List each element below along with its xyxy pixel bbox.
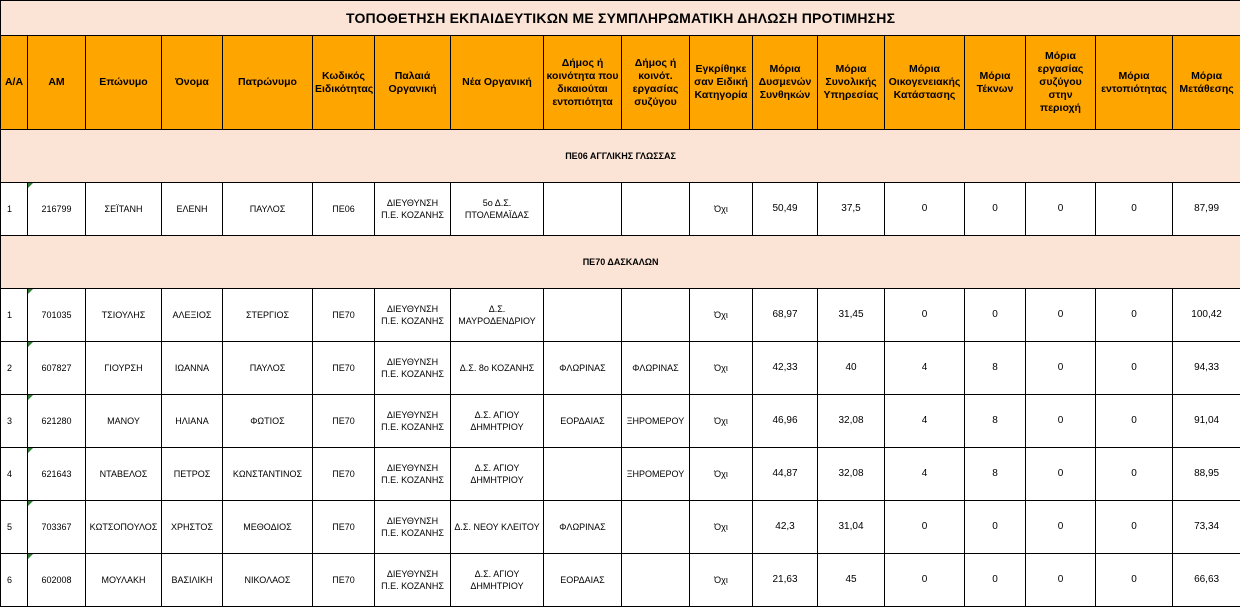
cell-col-special-category[interactable]: Όχι bbox=[690, 448, 753, 501]
header-col-specialty-code: Κωδικός Ειδικότητας bbox=[313, 36, 375, 130]
cell-comment-indicator-icon bbox=[28, 448, 33, 453]
table-row bbox=[1, 395, 1240, 448]
cell-col-points-children[interactable]: 8 bbox=[965, 448, 1026, 501]
header-col-points-service: Μόρια Συνολικής Υπηρεσίας bbox=[818, 36, 885, 130]
cell-col-name[interactable]: ΠΕΤΡΟΣ bbox=[162, 448, 223, 501]
cell-col-am[interactable]: 216799 bbox=[28, 183, 86, 236]
cell-col-name[interactable]: ΒΑΣΙΛΙΚΗ bbox=[162, 554, 223, 607]
header-col-spouse-municipality: Δήμος ή κοινότ. εργασίας συζύγου bbox=[622, 36, 690, 130]
cell-col-aa[interactable]: 5 bbox=[1, 501, 28, 554]
section-label: ΠΕ70 ΔΑΣΚΑΛΩΝ bbox=[1, 236, 1240, 289]
cell-col-old-position[interactable]: ΔΙΕΥΘΥΝΣΗ Π.Ε. ΚΟΖΑΝΗΣ bbox=[375, 183, 451, 236]
cell-col-father[interactable]: ΠΑΥΛΟΣ bbox=[223, 342, 313, 395]
cell-col-spouse-municipality[interactable] bbox=[622, 554, 690, 607]
header-col-father: Πατρώνυμο bbox=[223, 36, 313, 130]
cell-col-points-service[interactable]: 37,5 bbox=[818, 183, 885, 236]
cell-col-points-family[interactable]: 4 bbox=[885, 342, 965, 395]
section-row bbox=[1, 130, 1240, 183]
cell-col-points-family[interactable]: 0 bbox=[885, 183, 965, 236]
cell-col-points-hardship[interactable]: 50,49 bbox=[753, 183, 818, 236]
cell-col-points-transfer[interactable]: 91,04 bbox=[1173, 395, 1240, 448]
cell-col-surname[interactable]: ΝΤΑΒΕΛΟΣ bbox=[86, 448, 162, 501]
cell-col-aa[interactable]: 3 bbox=[1, 395, 28, 448]
cell-col-points-hardship[interactable]: 42,3 bbox=[753, 501, 818, 554]
cell-col-locality-municipality[interactable]: ΦΛΩΡΙΝΑΣ bbox=[544, 501, 622, 554]
cell-col-points-transfer[interactable]: 87,99 bbox=[1173, 183, 1240, 236]
cell-col-points-hardship[interactable]: 46,96 bbox=[753, 395, 818, 448]
cell-col-spouse-municipality[interactable]: ΦΛΩΡΙΝΑΣ bbox=[622, 342, 690, 395]
cell-col-spouse-municipality[interactable] bbox=[622, 289, 690, 342]
cell-col-points-locality[interactable]: 0 bbox=[1096, 342, 1173, 395]
cell-comment-indicator-icon bbox=[28, 183, 33, 188]
cell-col-surname[interactable]: ΜΟΥΛΑΚΗ bbox=[86, 554, 162, 607]
header-col-old-position: Παλαιά Οργανική bbox=[375, 36, 451, 130]
cell-col-points-family[interactable]: 0 bbox=[885, 501, 965, 554]
cell-col-locality-municipality[interactable] bbox=[544, 289, 622, 342]
cell-col-points-family[interactable]: 0 bbox=[885, 289, 965, 342]
cell-col-old-position[interactable]: ΔΙΕΥΘΥΝΣΗ Π.Ε. ΚΟΖΑΝΗΣ bbox=[375, 395, 451, 448]
cell-col-special-category[interactable]: Όχι bbox=[690, 289, 753, 342]
cell-col-points-children[interactable]: 8 bbox=[965, 395, 1026, 448]
cell-col-points-service[interactable]: 40 bbox=[818, 342, 885, 395]
cell-col-new-position[interactable]: Δ.Σ. ΑΓΙΟΥ ΔΗΜΗΤΡΙΟΥ bbox=[451, 448, 544, 501]
cell-col-aa[interactable]: 4 bbox=[1, 448, 28, 501]
cell-col-points-locality[interactable]: 0 bbox=[1096, 448, 1173, 501]
cell-col-name[interactable]: ΕΛΕΝΗ bbox=[162, 183, 223, 236]
table-row bbox=[1, 554, 1240, 607]
cell-col-surname[interactable]: ΓΙΟΥΡΣΗ bbox=[86, 342, 162, 395]
cell-col-specialty-code[interactable]: ΠΕ70 bbox=[313, 501, 375, 554]
cell-col-special-category[interactable]: Όχι bbox=[690, 501, 753, 554]
header-col-points-transfer: Μόρια Μετάθεσης bbox=[1173, 36, 1240, 130]
cell-col-points-locality[interactable]: 0 bbox=[1096, 395, 1173, 448]
header-col-new-position: Νέα Οργανική bbox=[451, 36, 544, 130]
cell-col-locality-municipality[interactable]: ΕΟΡΔΑΙΑΣ bbox=[544, 395, 622, 448]
section-row bbox=[1, 236, 1240, 289]
cell-col-locality-municipality[interactable] bbox=[544, 448, 622, 501]
cell-col-am[interactable]: 621643 bbox=[28, 448, 86, 501]
table-row bbox=[1, 448, 1240, 501]
cell-col-specialty-code[interactable]: ΠΕ70 bbox=[313, 554, 375, 607]
header-col-name: Όνομα bbox=[162, 36, 223, 130]
cell-col-new-position[interactable]: Δ.Σ. ΑΓΙΟΥ ΔΗΜΗΤΡΙΟΥ bbox=[451, 395, 544, 448]
cell-col-father[interactable]: ΦΩΤΙΟΣ bbox=[223, 395, 313, 448]
cell-col-points-locality[interactable]: 0 bbox=[1096, 554, 1173, 607]
cell-col-points-service[interactable]: 31,04 bbox=[818, 501, 885, 554]
cell-col-old-position[interactable]: ΔΙΕΥΘΥΝΣΗ Π.Ε. ΚΟΖΑΝΗΣ bbox=[375, 448, 451, 501]
cell-col-spouse-municipality[interactable] bbox=[622, 501, 690, 554]
cell-col-points-transfer[interactable]: 73,34 bbox=[1173, 501, 1240, 554]
cell-col-special-category[interactable]: Όχι bbox=[690, 395, 753, 448]
cell-col-new-position[interactable]: 5ο Δ.Σ. ΠΤΟΛΕΜΑΪΔΑΣ bbox=[451, 183, 544, 236]
header-row bbox=[1, 36, 1240, 130]
cell-col-points-hardship[interactable]: 44,87 bbox=[753, 448, 818, 501]
cell-col-locality-municipality[interactable]: ΦΛΩΡΙΝΑΣ bbox=[544, 342, 622, 395]
table-row bbox=[1, 342, 1240, 395]
table-row bbox=[1, 183, 1240, 236]
cell-col-points-hardship[interactable]: 68,97 bbox=[753, 289, 818, 342]
header-col-special-category: Εγκρίθηκε σαν Ειδική Κατηγορία bbox=[690, 36, 753, 130]
header-col-points-locality: Μόρια εντοπιότητας bbox=[1096, 36, 1173, 130]
cell-col-points-spouse[interactable]: 0 bbox=[1026, 448, 1096, 501]
cell-col-new-position[interactable]: Δ.Σ. 8ο ΚΟΖΑΝΗΣ bbox=[451, 342, 544, 395]
cell-col-aa[interactable]: 6 bbox=[1, 554, 28, 607]
header-col-aa: Α/Α bbox=[1, 36, 28, 130]
cell-col-father[interactable]: ΠΑΥΛΟΣ bbox=[223, 183, 313, 236]
cell-col-points-family[interactable]: 4 bbox=[885, 448, 965, 501]
table-row bbox=[1, 289, 1240, 342]
cell-col-special-category[interactable]: Όχι bbox=[690, 554, 753, 607]
cell-col-points-children[interactable]: 8 bbox=[965, 342, 1026, 395]
page-title: ΤΟΠΟΘΕΤΗΣΗ ΕΚΠΑΙΔΕΥΤΙΚΩΝ ΜΕ ΣΥΜΠΛΗΡΩΜΑΤΙΚΗ ΔΗΛΩΣΗ ΠΡΟΤΙΜΗΣΗΣ bbox=[1, 1, 1240, 36]
cell-col-am[interactable]: 701035 bbox=[28, 289, 86, 342]
cell-col-special-category[interactable]: Όχι bbox=[690, 342, 753, 395]
cell-col-points-transfer[interactable]: 88,95 bbox=[1173, 448, 1240, 501]
cell-col-points-service[interactable]: 32,08 bbox=[818, 448, 885, 501]
cell-col-specialty-code[interactable]: ΠΕ06 bbox=[313, 183, 375, 236]
cell-col-new-position[interactable]: Δ.Σ. ΑΓΙΟΥ ΔΗΜΗΤΡΙΟΥ bbox=[451, 554, 544, 607]
cell-col-spouse-municipality[interactable]: ΞΗΡΟΜΕΡΟΥ bbox=[622, 395, 690, 448]
cell-comment-indicator-icon bbox=[28, 501, 33, 506]
cell-col-points-service[interactable]: 32,08 bbox=[818, 395, 885, 448]
cell-col-points-spouse[interactable]: 0 bbox=[1026, 395, 1096, 448]
cell-col-old-position[interactable]: ΔΙΕΥΘΥΝΣΗ Π.Ε. ΚΟΖΑΝΗΣ bbox=[375, 342, 451, 395]
cell-col-specialty-code[interactable]: ΠΕ70 bbox=[313, 448, 375, 501]
cell-col-father[interactable]: ΣΤΕΡΓΙΟΣ bbox=[223, 289, 313, 342]
cell-comment-indicator-icon bbox=[28, 289, 33, 294]
cell-col-name[interactable]: ΗΛΙΑΝΑ bbox=[162, 395, 223, 448]
cell-comment-indicator-icon bbox=[28, 554, 33, 559]
cell-col-points-children[interactable]: 0 bbox=[965, 289, 1026, 342]
header-col-points-spouse: Μόρια εργασίας συζύγου στην περιοχή bbox=[1026, 36, 1096, 130]
cell-col-name[interactable]: ΑΛΕΞΙΟΣ bbox=[162, 289, 223, 342]
cell-col-points-spouse[interactable]: 0 bbox=[1026, 183, 1096, 236]
cell-col-points-family[interactable]: 0 bbox=[885, 554, 965, 607]
header-col-points-children: Μόρια Τέκνων bbox=[965, 36, 1026, 130]
cell-col-old-position[interactable]: ΔΙΕΥΘΥΝΣΗ Π.Ε. ΚΟΖΑΝΗΣ bbox=[375, 501, 451, 554]
table-row bbox=[1, 501, 1240, 554]
cell-col-spouse-municipality[interactable]: ΞΗΡΟΜΕΡΟΥ bbox=[622, 448, 690, 501]
cell-col-points-spouse[interactable]: 0 bbox=[1026, 501, 1096, 554]
cell-col-locality-municipality[interactable]: ΕΟΡΔΑΙΑΣ bbox=[544, 554, 622, 607]
header-col-points-family: Μόρια Οικογενειακής Κατάστασης bbox=[885, 36, 965, 130]
cell-col-surname[interactable]: ΤΣΙΟΥΛΗΣ bbox=[86, 289, 162, 342]
cell-col-father[interactable]: ΜΕΘΟΔΙΟΣ bbox=[223, 501, 313, 554]
cell-comment-indicator-icon bbox=[28, 342, 33, 347]
cell-col-new-position[interactable]: Δ.Σ. ΜΑΥΡΟΔΕΝΔΡΙΟΥ bbox=[451, 289, 544, 342]
cell-col-name[interactable]: ΙΩΑΝΝΑ bbox=[162, 342, 223, 395]
header-col-locality-municipality: Δήμος ή κοινότητα που δικαιούται εντοπιότητα bbox=[544, 36, 622, 130]
header-col-surname: Επώνυμο bbox=[86, 36, 162, 130]
cell-col-surname[interactable]: ΣΕΪΤΑΝΗ bbox=[86, 183, 162, 236]
cell-col-points-children[interactable]: 0 bbox=[965, 501, 1026, 554]
cell-col-spouse-municipality[interactable] bbox=[622, 183, 690, 236]
cell-col-points-children[interactable]: 0 bbox=[965, 183, 1026, 236]
section-label: ΠΕ06 ΑΓΓΛΙΚΗΣ ΓΛΩΣΣΑΣ bbox=[1, 130, 1240, 183]
cell-col-aa[interactable]: 1 bbox=[1, 289, 28, 342]
cell-col-points-locality[interactable]: 0 bbox=[1096, 183, 1173, 236]
cell-col-old-position[interactable]: ΔΙΕΥΘΥΝΣΗ Π.Ε. ΚΟΖΑΝΗΣ bbox=[375, 289, 451, 342]
header-col-points-hardship: Μόρια Δυσμενών Συνθηκών bbox=[753, 36, 818, 130]
cell-col-special-category[interactable]: Όχι bbox=[690, 183, 753, 236]
cell-col-aa[interactable]: 1 bbox=[1, 183, 28, 236]
cell-col-points-transfer[interactable]: 66,63 bbox=[1173, 554, 1240, 607]
cell-col-points-service[interactable]: 31,45 bbox=[818, 289, 885, 342]
cell-col-old-position[interactable]: ΔΙΕΥΘΥΝΣΗ Π.Ε. ΚΟΖΑΝΗΣ bbox=[375, 554, 451, 607]
header-col-am: ΑΜ bbox=[28, 36, 86, 130]
cell-col-am[interactable]: 703367 bbox=[28, 501, 86, 554]
cell-col-points-locality[interactable]: 0 bbox=[1096, 289, 1173, 342]
cell-col-surname[interactable]: ΜΑΝΟΥ bbox=[86, 395, 162, 448]
cell-col-points-spouse[interactable]: 0 bbox=[1026, 289, 1096, 342]
cell-col-aa[interactable]: 2 bbox=[1, 342, 28, 395]
cell-col-points-spouse[interactable]: 0 bbox=[1026, 554, 1096, 607]
cell-col-name[interactable]: ΧΡΗΣΤΟΣ bbox=[162, 501, 223, 554]
cell-col-points-locality[interactable]: 0 bbox=[1096, 501, 1173, 554]
cell-col-specialty-code[interactable]: ΠΕ70 bbox=[313, 289, 375, 342]
cell-col-points-family[interactable]: 4 bbox=[885, 395, 965, 448]
cell-col-specialty-code[interactable]: ΠΕ70 bbox=[313, 395, 375, 448]
cell-col-surname[interactable]: ΚΩΤΣΟΠΟΥΛΟΣ bbox=[86, 501, 162, 554]
cell-col-am[interactable]: 607827 bbox=[28, 342, 86, 395]
cell-col-specialty-code[interactable]: ΠΕ70 bbox=[313, 342, 375, 395]
cell-col-new-position[interactable]: Δ.Σ. ΝΕΟΥ ΚΛΕΙΤΟΥ bbox=[451, 501, 544, 554]
cell-col-am[interactable]: 621280 bbox=[28, 395, 86, 448]
cell-col-points-hardship[interactable]: 21,63 bbox=[753, 554, 818, 607]
cell-col-points-children[interactable]: 0 bbox=[965, 554, 1026, 607]
cell-col-am[interactable]: 602008 bbox=[28, 554, 86, 607]
cell-col-points-hardship[interactable]: 42,33 bbox=[753, 342, 818, 395]
cell-col-points-spouse[interactable]: 0 bbox=[1026, 342, 1096, 395]
cell-col-points-transfer[interactable]: 94,33 bbox=[1173, 342, 1240, 395]
cell-col-father[interactable]: ΝΙΚΟΛΑΟΣ bbox=[223, 554, 313, 607]
cell-col-points-transfer[interactable]: 100,42 bbox=[1173, 289, 1240, 342]
cell-col-father[interactable]: ΚΩΝΣΤΑΝΤΙΝΟΣ bbox=[223, 448, 313, 501]
cell-col-points-service[interactable]: 45 bbox=[818, 554, 885, 607]
cell-comment-indicator-icon bbox=[28, 395, 33, 400]
cell-col-locality-municipality[interactable] bbox=[544, 183, 622, 236]
